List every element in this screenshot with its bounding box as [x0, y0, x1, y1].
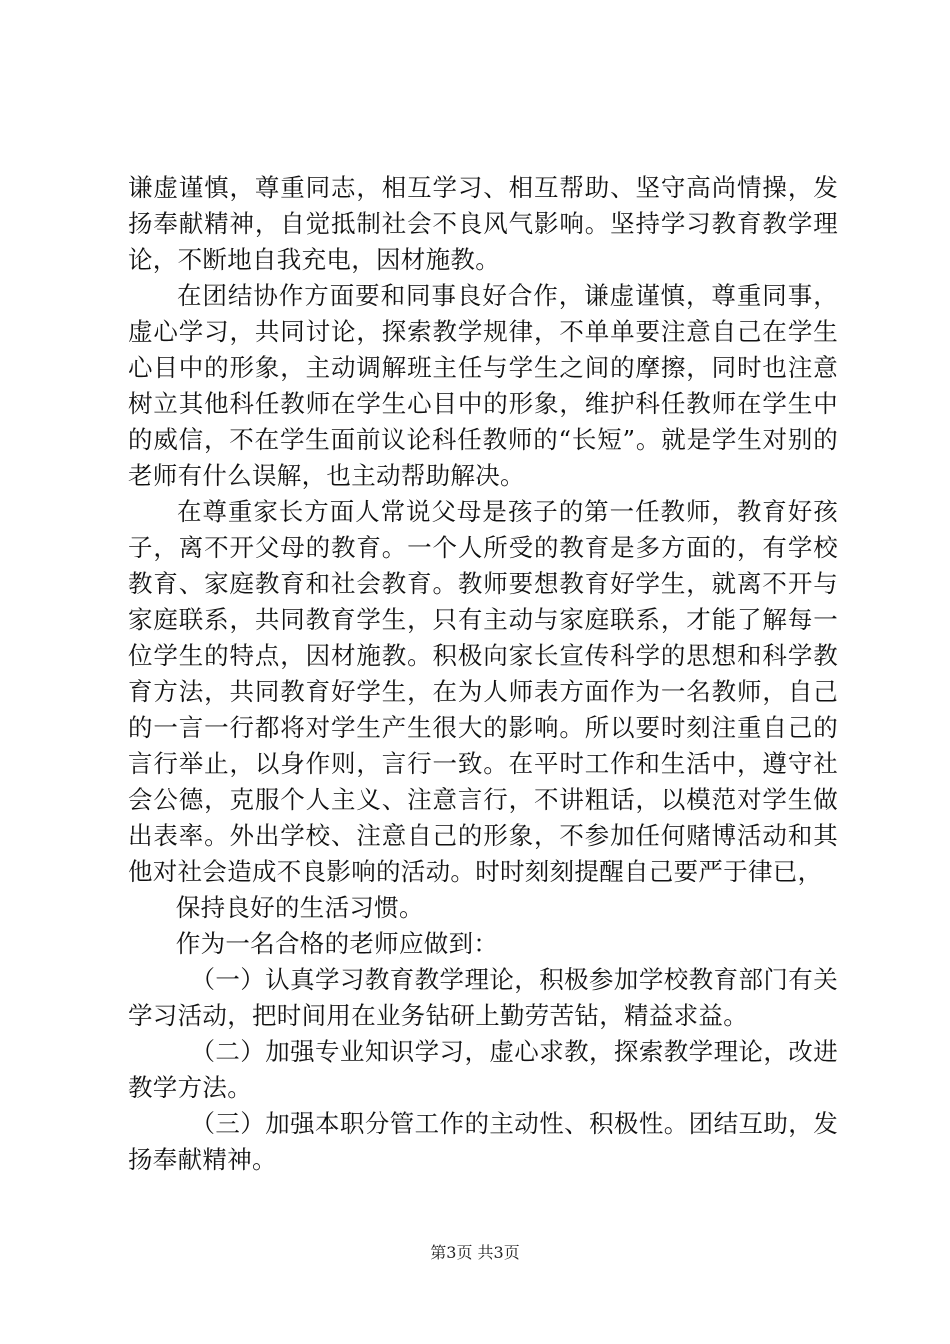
paragraph-continuation: 谦虚谨慎，尊重同志，相互学习、相互帮助、坚守高尚情操，发扬奉献精神，自觉抵制社会不良风气影响。坚持学习教育教学理论，不断地自我充电，因材施教。 — [128, 173, 838, 274]
paragraph-habits: 保持良好的生活习惯。 — [175, 893, 424, 922]
page-number-footer: 第3页 共3页 — [430, 1243, 520, 1262]
list-item-two: （二）加强专业知识学习，虚心求教，探索教学理论，改进教学方法。 — [128, 1037, 838, 1102]
paragraph-respect-parents: 在尊重家长方面人常说父母是孩子的第一任教师，教育好孩子，离不开父母的教育。一个人所受的教育是多方面的，有学校教育、家庭教育和社会教育。教师要想教育好学生，就离不开与家庭联系，共同教育学生，只有主动与家庭联系，才能了解每一位学生的特点，因材施教。积极向家长宣传科学的思想和科学教育方法，共同教育好学生，在为人师表方面作为一名教师，自己的一言一行都将对学生产生很大的影响。所以要时刻注重自己的言行举止，以身作则，言行一致。在平时工作和生活中，遵守社会公德，克服个人主义、注意言行，不讲粗话，以模范对学生做出表率。外出学校、注意自己的形象，不参加任何赌博活动和其他对社会造成不良影响的活动。时时刻刻提醒自己要严于律已， — [128, 497, 838, 886]
list-item-three: （三）加强本职分管工作的主动性、积极性。团结互助，发扬奉献精神。 — [128, 1109, 838, 1174]
list-item-one: （一）认真学习教育教学理论，积极参加学校教育部门有关学习活动，把时间用在业务钻研上勤劳苦钻，精益求益。 — [128, 965, 838, 1030]
document-body — [128, 170, 838, 1178]
paragraph-teamwork: 在团结协作方面要和同事良好合作，谦虚谨慎，尊重同事，虚心学习，共同讨论，探索教学规律，不单单要注意自己在学生心目中的形象，主动调解班主任与学生之间的摩擦，同时也注意树立其他科任教师在学生心目中的形象，维护科任教师在学生中的威信，不在学生面前议论科任教师的“长短”。就是学生对别的老师有什么误解，也主动帮助解决。 — [128, 281, 838, 490]
paragraph-requirements-intro: 作为一名合格的老师应做到： — [175, 929, 499, 958]
